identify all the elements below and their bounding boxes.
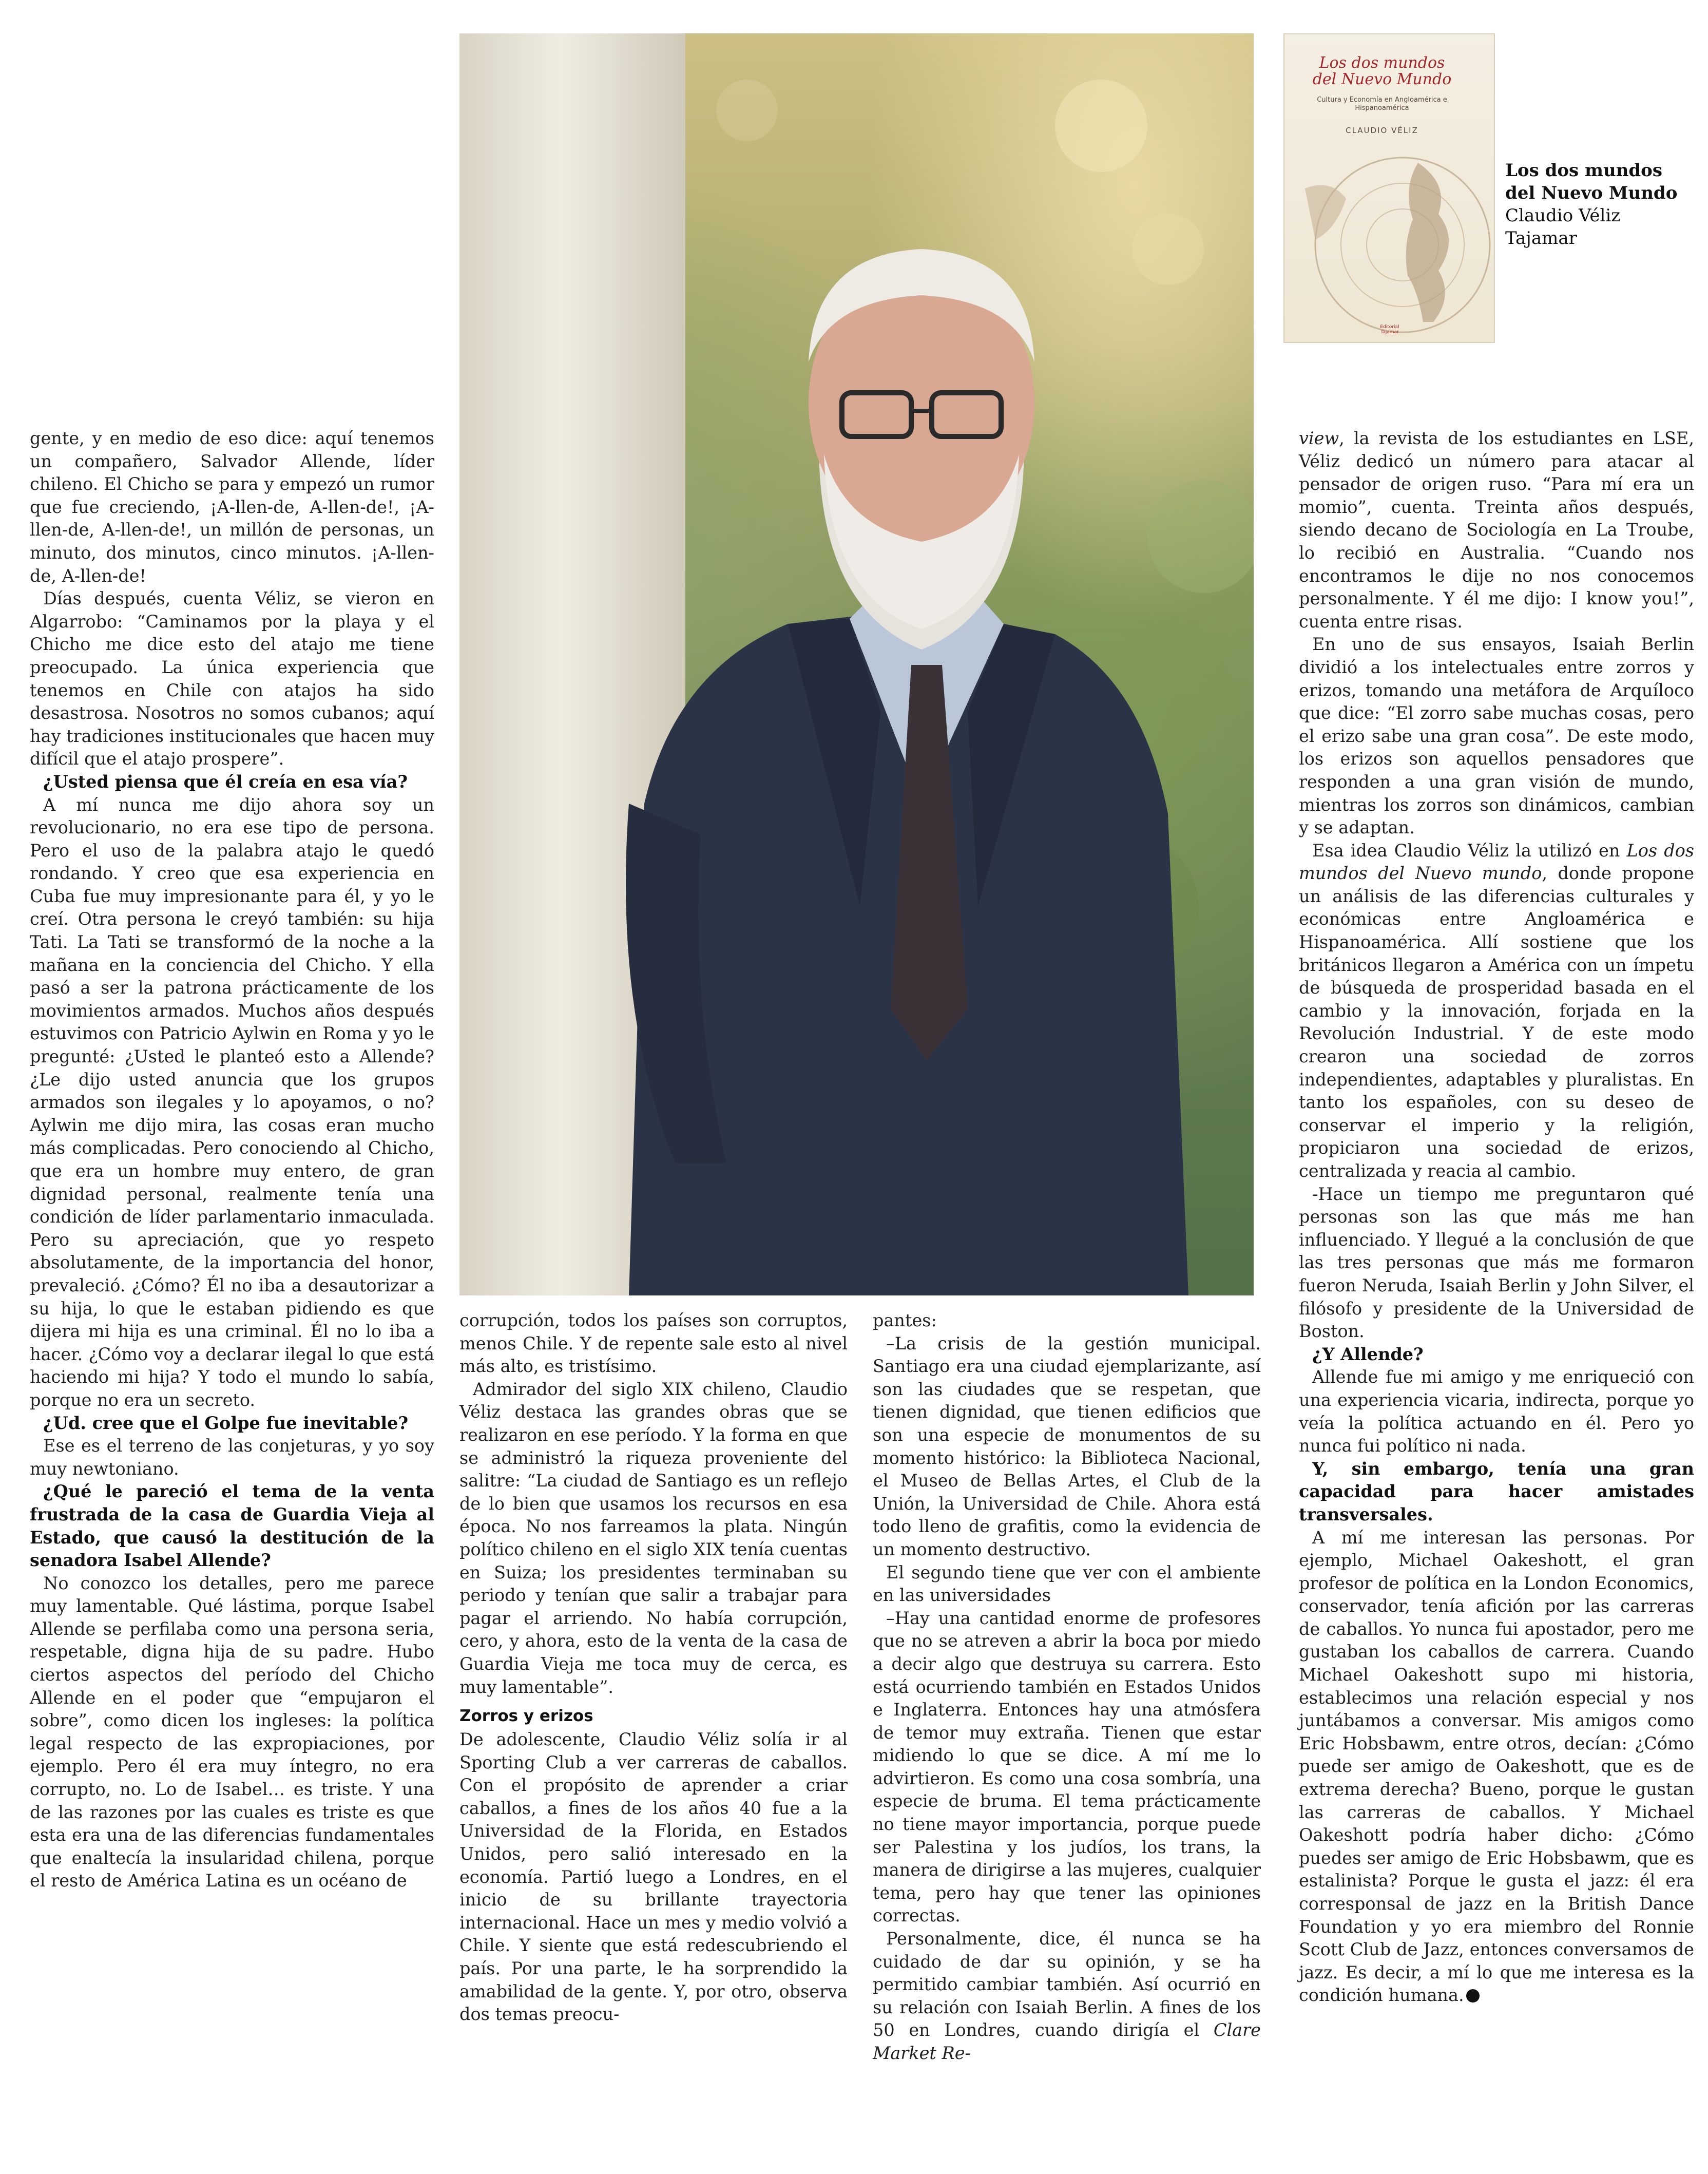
portrait-figure — [459, 33, 1254, 1295]
book-cover — [1283, 33, 1495, 343]
interview-question: ¿Usted piensa que él creía en esa vía? — [43, 771, 408, 792]
book-cover-author: CLAUDIO VÉLIZ — [1346, 126, 1418, 135]
section-heading: Zorros y erizos — [459, 1707, 593, 1726]
article-column-3 — [873, 1309, 1261, 2065]
book-cover-publisher: Editorial Tajamar — [1380, 325, 1399, 335]
paragraph: El segundo tiene que ver con el ambiente en las universidades — [873, 1562, 1261, 1606]
paragraph-text: , la revista de los estudiantes en LSE, Véliz dedicó un número para atacar al pensador de origen ruso. “Para mí era un momio”, cuenta. Treinta años después, siendo decano de Sociología en La Troube, lo recibió en Australia. “Cuando nos encontramos le dije no nos conocemos personalmente. Y él me dijo: I know you!”, cuenta entre risas. — [1299, 428, 1694, 632]
paragraph: A mí nunca me dijo ahora soy un revolucionario, no era ese tipo de persona. Pero el uso de la palabra atajo le quedó rondando. Y creo que esa experiencia en Cuba fue muy impresionante para él, y yo le creí. Otra persona le creyó también: su hija Tati. La Tati se transformó de la noche a la mañana en la conciencia del Chicho. Y ella pasó a ser la patrona prácticamente de los movimientos armados. Muchos años después estuvimos con Patricio Aylwin en Roma y yo le pregunté: ¿Usted le planteó esto a Allende? ¿Le dijo usted anuncia que los grupos armados son ilegales y lo apoyamos, o no? Aylwin me dijo mira, las cosas eran mucho más complicadas. Pero conociendo al Chicho, que era un hombre muy entero, de gran dignidad personal, realmente tenía una condición de líder parlamentario inmaculada. Pero su apreciación, que yo respeto absolutamente, de la importancia del honor, prevaleció. ¿Cómo? Él no iba a desautorizar a su hija, lo que le estaban pidiendo es que dijera mi hija es una criminal. Él no lo iba a hacer. ¿Cómo voy a declarar ilegal lo que está haciendo mi hija? Y todo el mundo lo sabía, porque no era un secreto. — [30, 794, 434, 1410]
interview-question: ¿Ud. cree que el Golpe fue inevitable? — [43, 1413, 409, 1433]
paragraph: –Hay una cantidad enorme de profesores que no se atreven a abrir la boca por miedo a decir algo que destruya su carrera. Esto está ocurriendo también en Estados Unidos e Inglaterra. Entonces hay una atmósfera de temor muy extraña. Tienen que estar midiendo lo que se dice. A mí me lo advirtieron. Es como una cosa sombría, una especie de bruma. El tema prácticamente no tiene mayor importancia, porque puede ser Palestina y los judíos, los trans, la manera de dirigirse a las mujeres, cualquier tema, pero hay que tener las opiniones correctas. — [873, 1608, 1261, 1926]
paragraph: corrupción, todos los países son corruptos, menos Chile. Y de repente sale esto al nivel más alto, es tristísimo. — [459, 1310, 848, 1377]
paragraph-text: , donde propone un análisis de las diferencias culturales y económicas entre Angloamérica e Hispanoamérica. Allí sostiene que los británicos llegaron a América con un ímpetu de búsqueda de prosperidad basada en el cambio y la innovación, forjada en la Revolución Industrial. Y de este modo crearon una sociedad de zorros independientes, adaptables y pluralistas. En tanto los españoles, con su deseo de conservar el imperio y la religión, propiciaron una sociedad de erizos, centralizada y reacia al cambio. — [1299, 863, 1695, 1181]
paragraph: Ese es el terreno de las conjeturas, y yo soy muy newtoniano. — [30, 1436, 434, 1479]
publication-name: view — [1299, 428, 1339, 448]
paragraph: En uno de sus ensayos, Isaiah Berlin dividió a los intelectuales entre zorros y erizos, tomando una metáfora de Arquíloco que dice: “El zorro sabe muchas cosas, pero el erizo sabe una gran cosa”. De este modo, los erizos son aquellos pensadores que responden a una gran visión de mundo, mientras los zorros son dinámicos, cambian y se adaptan. — [1299, 634, 1694, 838]
publication-name: Clare Market Re- — [873, 2020, 1261, 2063]
paragraph: gente, y en medio de eso dice: aquí tenemos un compañero, Salvador Allende, líder chileno. El Chicho se para y empezó un rumor que fue creciendo, ¡A-llen-de, A-llen-de!, ¡A-llen-de, A-llen-de!, un millón de personas, un minuto, dos minutos, cinco minutos. ¡A-llen-de, A-llen-de! — [30, 428, 434, 586]
book-publisher: Tajamar — [1505, 228, 1577, 249]
portrait-photo — [459, 33, 1254, 1295]
article-column-1 — [30, 427, 434, 1893]
paragraph: Días después, cuenta Véliz, se vieron en Algarrobo: “Caminamos por la playa y el Chicho me dice esto del atajo me tiene preocupado. La única experiencia que tenemos en Chile con atajos ha sido desastrosa. Nosotros no somos cubanos; aquí hay tradiciones institucionales que hacen muy difícil que el atajo prospere”. — [30, 588, 435, 769]
paragraph: De adolescente, Claudio Véliz solía ir al Sporting Club a ver carreras de caballos. Con el propósito de aprender a criar caballos, a fines de los años 40 fue a la Universidad de la Florida, en Estados Unidos, pero salió interesado en la economía. Partió luego a Londres, en el inicio de su brillante trayectoria internacional. Hace un mes y medio volvió a Chile. Y siente que está redescubriendo el país. Por una parte, le ha sorprendido la amabilidad de la gente. Y, por otro, observa dos temas preocu- — [459, 1729, 848, 2025]
book-info — [1505, 159, 1700, 250]
paragraph: –La crisis de la gestión municipal. Santiago era una ciudad ejemplarizante, así son las ciudades que se respetan, que tienen dignidad, que tienen edificios que son una especie de monumentos de su momento histórico: la Biblioteca Nacional, el Museo de Bellas Artes, el Club de la Unión, la Universidad de Chile. Ahora está todo lleno de grafitis, como la evidencia de un momento destructivo. — [873, 1333, 1261, 1559]
interview-question: ¿Y Allende? — [1312, 1344, 1424, 1364]
end-of-article-icon — [1466, 1989, 1480, 2003]
interview-question: Y, sin embargo, tenía una gran capacidad para hacer amistades transversales. — [1299, 1458, 1694, 1524]
article-column-4 — [1299, 427, 1694, 2007]
globe-map-icon — [1284, 127, 1495, 342]
article-column-2 — [459, 1309, 848, 2026]
paragraph: Admirador del siglo XIX chileno, Claudio Véliz destaca las grandes obras que se realizaron en ese período. Y la forma en que se administró la riqueza proveniente del salitre: “La ciudad de Santiago es un reflejo de lo bien que usamos los recursos en esa época. No nos farreamos la plata. Ningún político chileno en el siglo XIX tenía cuentas en Suiza; los presidentes terminaban su periodo y tenían que salir a trabajar para pagar el arriendo. No había corrupción, cero, y ahora, esto de la venta de la casa de Guardia Vieja me toca muy de cerca, es muy lamentable”. — [459, 1379, 848, 1697]
book-cover-title: Los dos mundos del Nuevo Mundo — [1312, 54, 1452, 88]
paragraph-text: Esa idea Claudio Véliz la utilizó en — [1312, 840, 1627, 861]
paragraph: Allende fue mi amigo y me enriqueció con una experiencia vicaria, indirecta, porque yo veía la política actuando en él. Pero yo nunca fui político ni nada. — [1299, 1367, 1694, 1456]
paragraph — [1299, 840, 1694, 1183]
paragraph — [873, 1928, 1261, 2065]
paragraph-text: Personalmente, dice, él nunca se ha cuidado de dar su opinión, y se ha permitido cambiar también. Así ocurrió en su relación con Isaiah Berlin. A fines de los 50 en Londres, cuando dirigía el — [873, 1929, 1261, 2040]
paragraph: pantes: — [873, 1310, 937, 1330]
paragraph — [1299, 427, 1694, 633]
paragraph: -Hace un tiempo me preguntaron qué personas son las que más me han influenciado. Y llegué a la conclusión de que las tres personas que más me formaron fueron Neruda, Isaiah Berlin y John Silver, el filósofo y presidente de la Universidad de Boston. — [1299, 1184, 1694, 1342]
book-title-inline: Los dos mundos del Nuevo mundo — [1299, 840, 1694, 884]
paragraph — [1299, 1527, 1694, 2007]
interview-question: ¿Qué le pareció el tema de la venta frustrada de la casa de Guardia Vieja al Estado, que causó la destitución de la senadora Isabel Allende? — [30, 1481, 434, 1571]
book-author: Claudio Véliz — [1505, 205, 1621, 226]
book-title-line2: del Nuevo Mundo — [1505, 183, 1678, 203]
paragraph: No conozco los detalles, pero me parece muy lamentable. Qué lástima, porque Isabel Allende se perfilaba como una persona seria, respetable, digna hija de su padre. Hubo ciertos aspectos del período del Chicho Allende en el poder que “empujaron el sobre”, como dicen los ingleses: la política legal respecto de las expropiaciones, por ejemplo. Pero él era muy íntegro, no era corrupto, no. Lo de Isabel… es triste. Y una de las razones por las cuales es triste es que esta era una de las diferencias fundamentales que enaltecía la insularidad chilena, porque el resto de América Latina es un océano de — [30, 1573, 434, 1891]
book-cover-subtitle: Cultura y Economía en Angloamérica e Hispanoamérica — [1317, 96, 1447, 112]
book-title-line1: Los dos mundos — [1505, 160, 1662, 181]
paragraph-text: A mí me interesan las personas. Por ejemplo, Michael Oakeshott, el gran profesor de política en la London Economics, conservador, tenía afición por las carreras de caballos. Yo nunca fui apostador, pero me gustaban los caballos de carrera. Cuando Michael Oakeshott supo mi historia, establecimos una relación especial y nos juntábamos a conversar. Mis amigos como Eric Hobsbawm, entre otros, decían: ¿Cómo puede ser amigo de Oakeshott, que es de extrema derecha? Bueno, porque le gustan las carreras de caballos. Y Michael Oakeshott podría haber dicho: ¿Cómo puedes ser amigo de Eric Hobsbawm, que es estalinista? Porque le gusta el jazz: él era corresponsal de jazz en la British Dance Foundation y yo era miembro del Ronnie Scott Club de Jazz, entonces conversamos de jazz. Es decir, a mí lo que me interesa es la condición humana. — [1299, 1527, 1694, 2006]
